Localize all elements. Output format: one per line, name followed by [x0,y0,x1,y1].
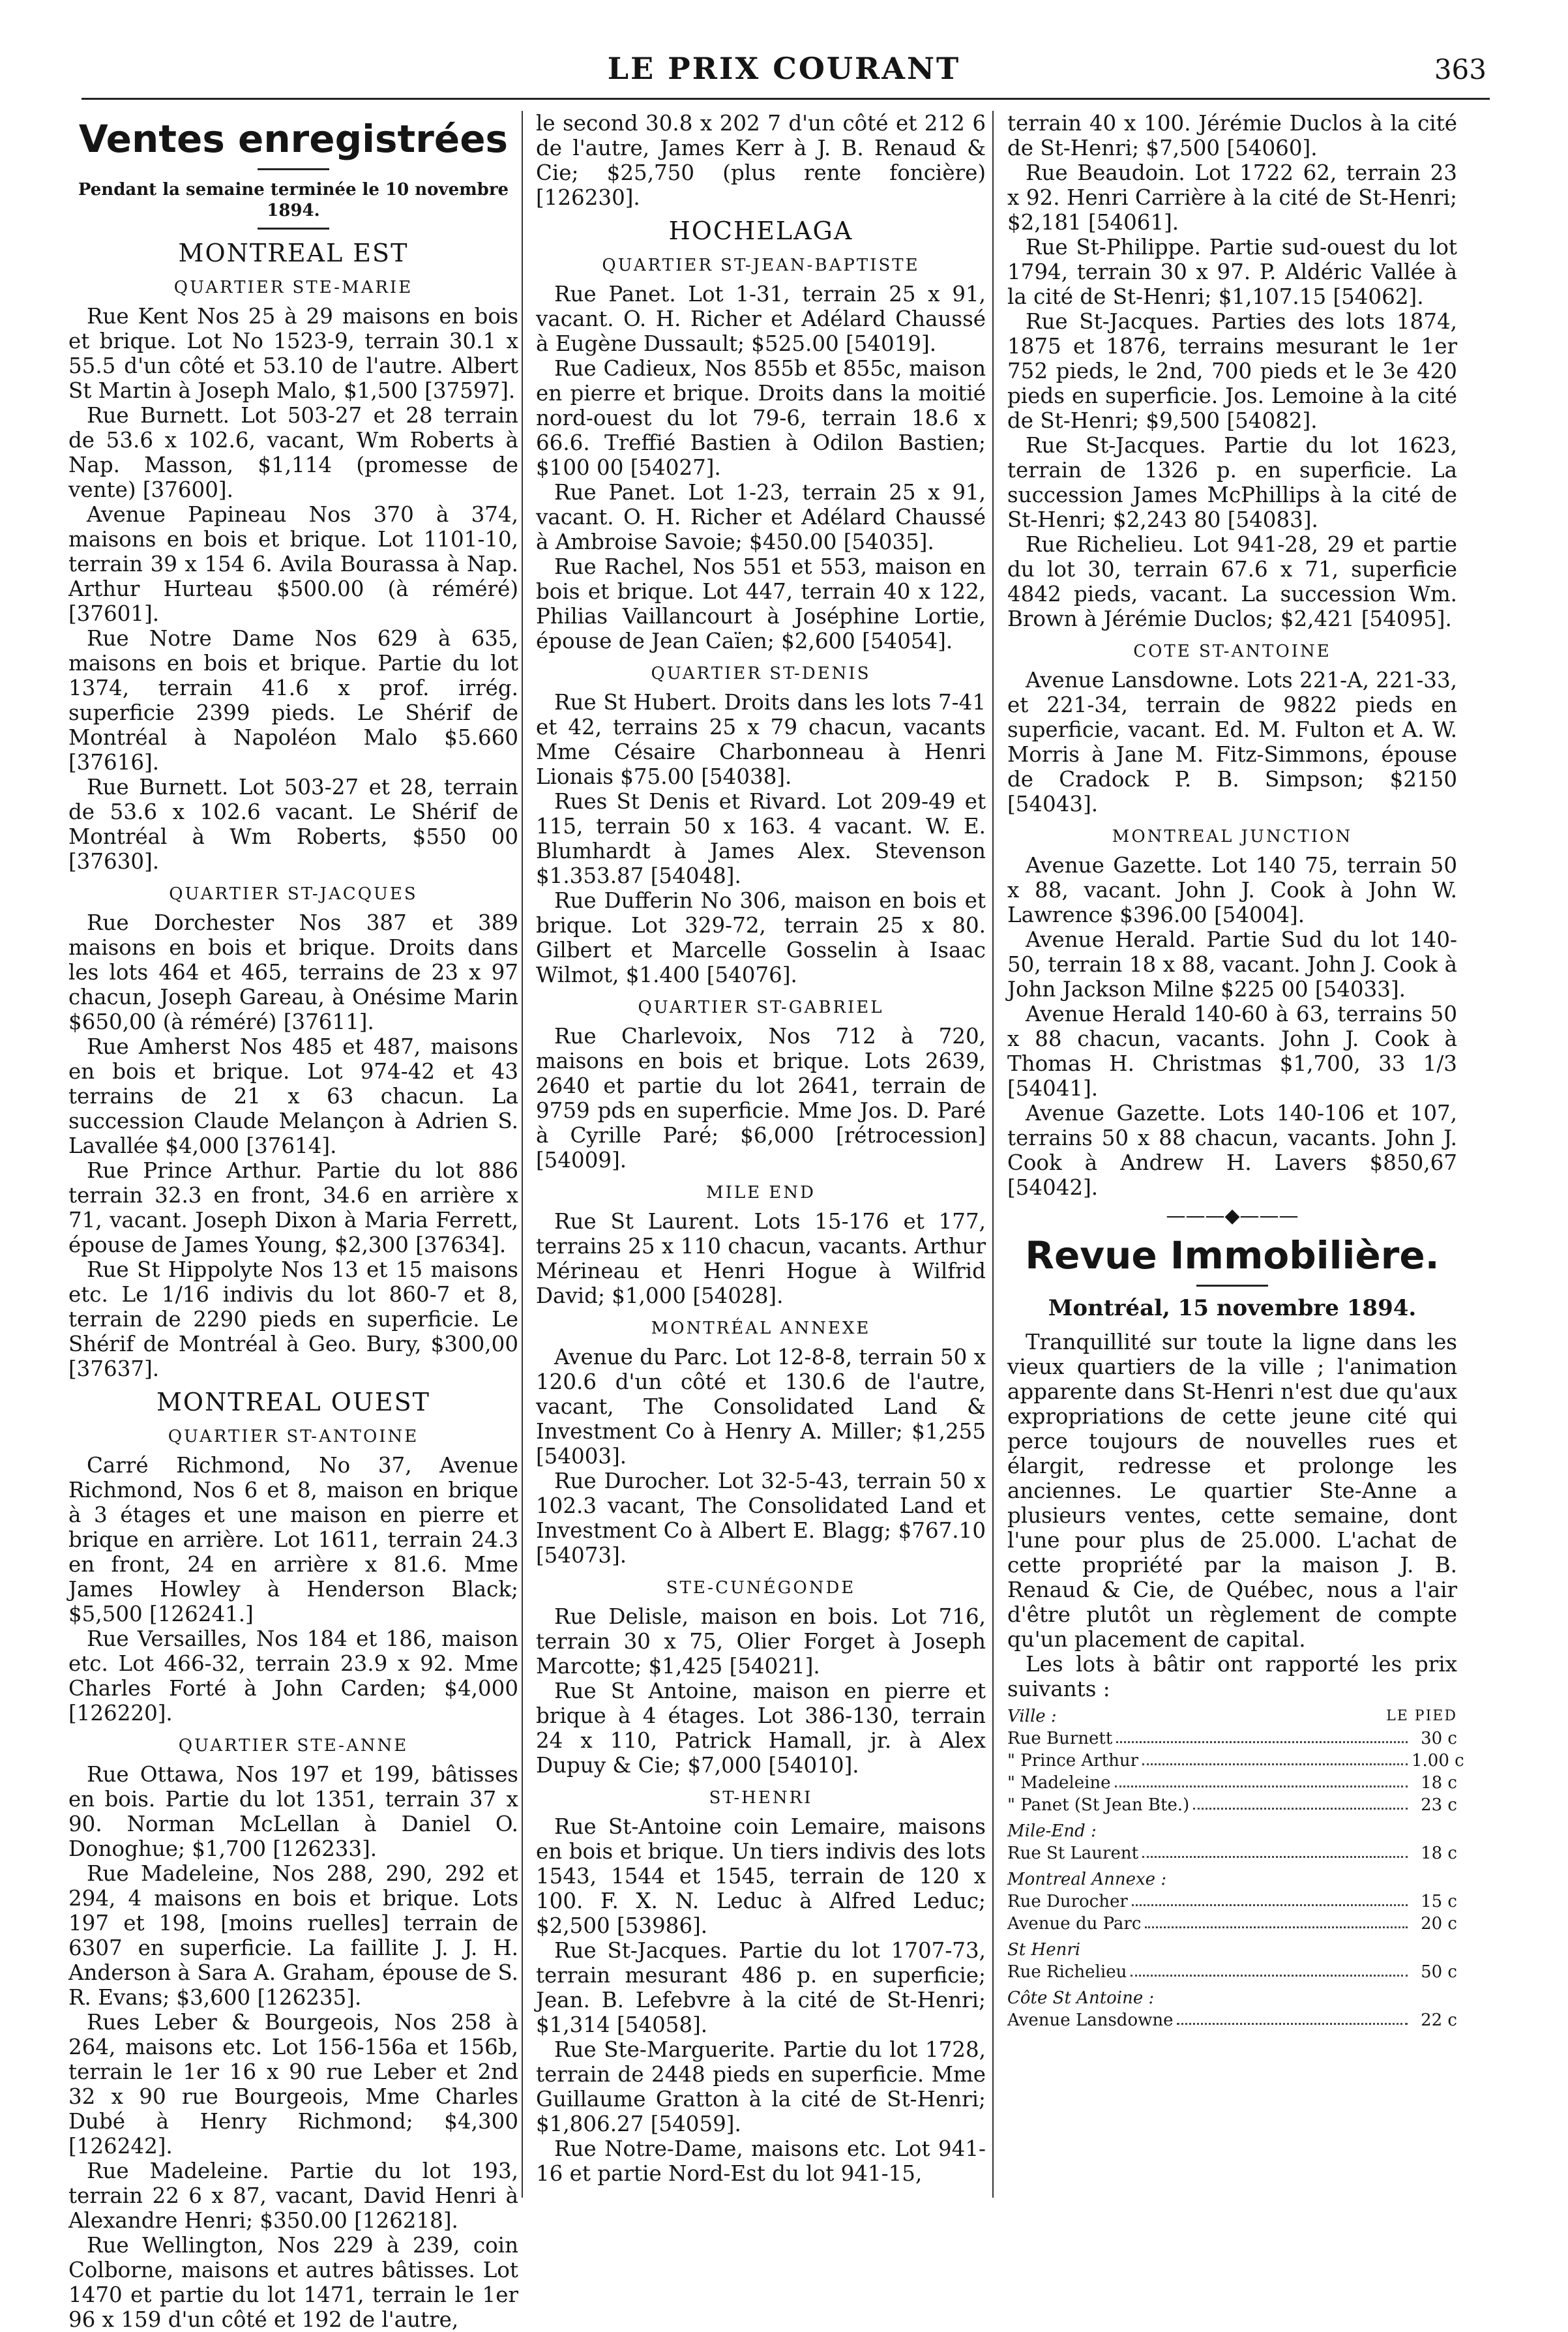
ornament-divider: ———◆——— [1166,1204,1299,1227]
quarter-heading: MILE END [706,1183,816,1203]
price-group-label: Montreal Annexe : [1007,1870,1167,1889]
quarter-heading: QUARTIER ST-ANTOINE [168,1427,419,1446]
quarter-heading: MONTREAL JUNCTION [1112,827,1353,846]
sale-entry: Rue Kent Nos 25 à 29 maisons en bois et brique. Lot No 1523-9, terrain 30.1 x 55.5 d'un côté et 53.10 de l'autre. Albert St Martin à Joseph Malo, $1,500 [37597]. [68,304,518,403]
sale-entry: Avenue Lansdowne. Lots 221-A, 221-33, et 221-34, terrain de 9822 pieds en superficie, vacant. Ed. M. Fulton et A. W. Morris à Jane M. Fitz-Simmons, épouse de Cradock P. B. Simpson; $2150 [54043]. [1007,668,1457,816]
sale-entry: Rue Dorchester Nos 387 et 389 maisons en bois et brique. Droits dans les lots 464 et 465, terrains de 23 x 97 chacun, Joseph Gareau, à Onésime Marin $650,00 (à réméré) [37611]. [68,910,518,1034]
sales-list [536,1604,986,1778]
dot-leader [1132,1891,1408,1906]
review-text [1007,1330,1457,1701]
dot-leader [1145,1913,1408,1928]
page-header [0,51,1568,97]
sale-entry: Rue Dufferin No 306, maison en bois et brique. Lot 329-72, terrain 25 x 80. Gilbert et Marcelle Gosselin à Isaac Wilmot, $1.400 [54076]. [536,888,986,987]
sale-entry: Rues Leber & Bourgeois, Nos 258 à 264, maisons etc. Lot 156-156a et 156b, terrain le 1er 16 x 90 rue Leber et 2nd 32 x 90 rue Bourgeois, Mme Charles Dubé à Henry Richmond; $4,300 [126242]. [68,2010,518,2159]
sale-entry: terrain 40 x 100. Jérémie Duclos à la cité de St-Henri; $7,500 [54060]. [1007,111,1457,160]
price-table-city-label: Ville : [1007,1707,1057,1726]
sales-list [68,304,518,874]
sales-list [1007,853,1457,1200]
price-street: " Madeleine [1007,1773,1111,1793]
quarter-heading: QUARTIER STE-MARIE [173,278,413,297]
price-group-label: Côte St Antoine : [1007,1988,1155,2008]
sale-entry: Rue Richelieu. Lot 941-28, 29 et partie du lot 30, terrain 67.6 x 71, superficie 4842 pieds, vacant. La succession Wm. Brown à Jérémie Duclos; $2,421 [54095]. [1007,532,1457,631]
price-group-label: St Henri [1007,1940,1081,1960]
sale-entry: le second 30.8 x 202 7 d'un côté et 212 6 de l'autre, James Kerr à J. B. Renaud & Cie; $25,750 (plus rente foncière) [126230]. [536,111,986,210]
sale-entry: Rue St-Philippe. Partie sud-ouest du lot 1794, terrain 30 x 97. P. Aldéric Vallée à la cité de St-Henri; $1,107.15 [54062]. [1007,235,1457,309]
sale-entry: Rue St-Jacques. Partie du lot 1707-73, terrain mesurant 486 p. en superficie; Jean. B. Lefebvre à la cité de St-Henri; $1,314 [54058]. [536,1938,986,2037]
price-value: 15 c [1421,1892,1457,1911]
district-heading: MONTREAL OUEST [156,1388,431,1416]
sale-entry: Rues St Denis et Rivard. Lot 209-49 et 115, terrain 50 x 163. 4 vacant. W. E. Blumhardt à James Alex. Stevenson $1.353.87 [54048]. [536,789,986,888]
sale-entry: Rue Prince Arthur. Partie du lot 886 terrain 32.3 en front, 34.6 en arrière x 71, vacant. Joseph Dixon à Maria Ferrett, épouse de James Young, $2,300 [37634]. [68,1158,518,1257]
sale-entry: Rue St Hubert. Droits dans les lots 7-41 et 42, terrains 25 x 79 chacun, vacants Mme Césaire Charbonneau à Henri Lionais $75.00 [54038]. [536,690,986,789]
price-value: 30 c [1421,1729,1457,1748]
price-value: 23 c [1421,1795,1457,1815]
sale-entry: Rue Amherst Nos 485 et 487, maisons en bois et brique. Lot 974-42 et 43 terrains de 21 x 63 chacun. La succession Claude Melançon à Adrien S. Lavallée $4,000 [37614]. [68,1034,518,1158]
dot-leader [1142,1842,1408,1858]
price-value: 22 c [1421,2011,1457,2030]
district-heading: MONTREAL EST [178,239,409,267]
sales-list [536,282,986,653]
sale-entry: Rue Delisle, maison en bois. Lot 716, terrain 30 x 75, Olier Forget à Joseph Marcotte; $1,425 [54021]. [536,1604,986,1679]
column-2 [536,111,986,2186]
price-street: " Panet (St Jean Bte.) [1007,1795,1190,1815]
quarter-heading: COTE ST-ANTOINE [1133,642,1331,661]
review-date: Montréal, 15 novembre 1894. [1048,1295,1417,1321]
review-paragraph: Les lots à bâtir ont rapporté les prix suivants : [1007,1652,1457,1701]
sale-entry: Rue Ottawa, Nos 197 et 199, bâtisses en bois. Partie du lot 1351, terrain 37 x 90. Norman McLellan à Daniel O. Donoghue; $1,700 [126233]. [68,1762,518,1861]
sale-entry: Rue St-Antoine coin Lemaire, maisons en bois et brique. Un tiers indivis des lots 1543, 1544 et 1545, terrain de 120 x 100. F. X. N. Leduc à Alfred Leduc; $2,500 [53986]. [536,1814,986,1938]
price-street: Avenue Lansdowne [1007,2011,1174,2030]
dot-leader [1177,2009,1408,2025]
price-groups [1007,1727,1464,2031]
sales-list [68,1762,518,2332]
price-street: Rue Burnett [1007,1729,1113,1748]
price-value: 18 c [1421,1844,1457,1863]
price-value: 18 c [1421,1773,1457,1793]
sale-entry: Avenue Papineau Nos 370 à 374, maisons en bois et brique. Lot 1101-10, terrain 39 x 154 6. Avila Bourassa à Nap. Arthur Hurteau $500.00 (à réméré) [37601]. [68,502,518,626]
sale-entry: Rue Panet. Lot 1-23, terrain 25 x 91, vacant. O. H. Richer et Adélard Chaussé à Ambroise Savoie; $450.00 [54035]. [536,480,986,554]
sale-entry: Rue Notre-Dame, maisons etc. Lot 941-16 et partie Nord-Est du lot 941-15, [536,2136,986,2186]
price-row [1007,1961,1457,1983]
sale-entry: Avenue Herald 140-60 à 63, terrains 50 x 88 chacun, vacants. John J. Cook à Thomas H. Christmas $1,700, 33 1/3 [54041]. [1007,1002,1457,1101]
price-value: 50 c [1421,1962,1457,1982]
sales-list [68,1453,518,1726]
sales-list [536,690,986,987]
price-row [1007,1794,1457,1816]
dot-leader [1115,1772,1408,1787]
price-street: Rue Richelieu [1007,1962,1127,1982]
sale-entry: Rue Notre Dame Nos 629 à 635, maisons en bois et brique. Partie du lot 1374, terrain 41.6 x prof. irrég. superficie 2399 pieds. Le Shérif de Montréal à Napoléon Malo $5.660 [37616]. [68,626,518,775]
price-street: Rue Durocher [1007,1892,1128,1911]
column-divider [992,111,994,2198]
price-street: Avenue du Parc [1007,1914,1142,1934]
sale-entry: Rue Ste-Marguerite. Partie du lot 1728, terrain de 2448 pieds en superficie. Mme Guillaume Gratton à la cité de St-Henri; $1,806.27 [54059]. [536,2037,986,2136]
dot-leader [1131,1961,1408,1977]
quarter-heading: ST-HENRI [709,1788,813,1808]
sale-entry: Avenue Gazette. Lot 140 75, terrain 50 x 88, vacant. John J. Cook à John W. Lawrence $396.00 [54004]. [1007,853,1457,927]
sales-list [536,1024,986,1173]
quarter-heading: QUARTIER ST-DENIS [651,664,871,683]
journal-title: LE PRIX COURANT [607,51,961,86]
sale-entry: Rue St-Jacques. Partie du lot 1623, terrain de 1326 p. en superficie. La succession James McPhillips à la cité de St-Henri; $2,243 80 [54083]. [1007,433,1457,532]
quarter-heading: QUARTIER STE-ANNE [178,1736,409,1756]
sale-entry: Rue St Laurent. Lots 15-176 et 177, terrains 25 x 110 chacun, vacants. Arthur Mérineau et Henri Hogue à Wilfrid David; $1,000 [54028]. [536,1209,986,1308]
sale-entry: Rue St-Jacques. Parties des lots 1874, 1875 et 1876, terrains mesurant le 1er 752 pieds, le 2nd, 700 pieds et le 3e 420 pieds en superficie. Jos. Lemoine à la cité de St-Henri; $9,500 [54082]. [1007,309,1457,433]
sale-entry: Rue Wellington, Nos 229 à 239, coin Colborne, maisons et autres bâtisses. Lot 1470 et partie du lot 1471, terrain le 1er 96 x 159 d'un côté et 192 de l'autre, [68,2233,518,2332]
header-rule [81,98,1490,100]
price-row [1007,1772,1457,1794]
sale-entry: Carré Richmond, No 37, Avenue Richmond, Nos 6 et 8, maison en brique à 3 étages et une maison en pierre et brique en arrière. Lot 1611, terrain 24.3 en front, 24 en arrière x 81.6. Mme James Howley à Henderson Black; $5,500 [126241.] [68,1453,518,1626]
column-divider [522,111,523,2198]
price-group-label: Mile-End : [1007,1821,1097,1841]
sale-entry: Rue Versailles, Nos 184 et 186, maison etc. Lot 466-32, terrain 23.9 x 92. Mme Charles Forté à John Carden; $4,000 [126220]. [68,1626,518,1726]
price-value: 1.00 c [1412,1751,1464,1771]
price-row [1007,1913,1457,1935]
price-table-header [1007,1705,1457,1727]
short-rule [258,228,329,230]
price-row [1007,1727,1457,1750]
dot-leader [1193,1794,1408,1810]
sale-entry: Avenue du Parc. Lot 12-8-8, terrain 50 x 120.6 d'un côté et 130.6 de l'autre, vacant, The Consolidated Land & Investment Co à Henry A. Miller; $1,255 [54003]. [536,1345,986,1469]
quarter-heading: MONTRÉAL ANNEXE [651,1319,871,1338]
sales-list [536,1814,986,2186]
price-street: " Prince Arthur [1007,1751,1138,1771]
sale-entry: Rue St Antoine, maison en pierre et brique à 4 étages. Lot 386-130, terrain 24 x 110, Patrick Hamall, jr. à Alex Dupuy & Cie; $7,000 [54010]. [536,1679,986,1778]
sale-entry: Avenue Herald. Partie Sud du lot 140-50, terrain 18 x 88, vacant. John J. Cook à John Jackson Milne $225 00 [54033]. [1007,927,1457,1002]
sale-entry: Avenue Gazette. Lots 140-106 et 107, terrains 50 x 88 chacun, vacants. John J. Cook à Andrew H. Lavers $850,67 [54042]. [1007,1101,1457,1200]
sale-entry: Rue Beaudoin. Lot 1722 62, terrain 23 x 92. Henri Carrière à la cité de St-Henri; $2,181 [54061]. [1007,160,1457,235]
review-heading: Revue Immobilière. [1025,1233,1440,1278]
sales-list [536,1345,986,1568]
column-1 [68,111,518,2332]
section-heading: Ventes enregistrées [78,117,509,161]
sale-entry: Rue Panet. Lot 1-31, terrain 25 x 91, vacant. O. H. Richer et Adélard Chaussé à Eugène Dussault; $525.00 [54019]. [536,282,986,356]
sale-entry: Rue St Hippolyte Nos 13 et 15 maisons etc. Le 1/16 indivis du lot 860-7 et 8, terrain de 2290 pieds en superficie. Le Shérif de Montréal à Geo. Bury, $300,00 [37637]. [68,1257,518,1381]
sale-entry: Rue Rachel, Nos 551 et 553, maison en bois et brique. Lot 447, terrain 40 x 122, Philias Vaillancourt à Joséphine Lortie, épouse de Jean Caïen; $2,600 [54054]. [536,554,986,653]
column-3 [1007,111,1464,2031]
sale-entry: Rue Durocher. Lot 32-5-43, terrain 50 x 102.3 vacant, The Consolidated Land et Investment Co à Albert E. Blagg; $767.10 [54073]. [536,1469,986,1568]
quarter-heading: STE-CUNÉGONDE [666,1578,856,1598]
page-number: 363 [1434,53,1487,85]
price-row [1007,1750,1464,1772]
sales-list [1007,668,1457,816]
dot-leader [1116,1727,1408,1743]
price-table-unit-label: LE PIED [1386,1708,1457,1724]
short-rule [1196,1285,1268,1287]
sales-list [68,910,518,1381]
sale-entry: Rue Burnett. Lot 503-27 et 28, terrain de 53.6 x 102.6 vacant. Le Shérif de Montréal à Wm Roberts, $550 00 [37630]. [68,775,518,874]
quarter-heading: QUARTIER ST-JEAN-BAPTISTE [602,256,920,275]
price-street: Rue St Laurent [1007,1844,1139,1863]
price-table [1007,1705,1464,2031]
price-row [1007,2009,1457,2031]
sale-entry: Rue Burnett. Lot 503-27 et 28 terrain de 53.6 x 102.6, vacant, Wm Roberts à Nap. Masson, $1,114 (promesse de vente) [37600]. [68,403,518,502]
quarter-heading: QUARTIER ST-JACQUES [169,884,418,904]
district-heading: HOCHELAGA [668,217,853,245]
subtitle: Pendant la semaine terminée le 10 novembre 1894. [78,180,509,220]
price-value: 20 c [1421,1914,1457,1934]
sale-entry: Rue Madeleine, Nos 288, 290, 292 et 294, 4 maisons en bois et brique. Lots 197 et 198, [moins ruelles] terrain de 6307 en superficie. La faillite J. J. H. Anderson à Sara A. Graham, épouse de S. R. Evans; $3,600 [126235]. [68,1861,518,2010]
short-rule [258,168,329,170]
sale-entry: Rue Madeleine. Partie du lot 193, terrain 22 6 x 87, vacant, David Henri à Alexandre Henri; $350.00 [126218]. [68,2159,518,2233]
dot-leader [1142,1750,1408,1765]
review-paragraph: Tranquillité sur toute la ligne dans les vieux quartiers de la ville ; l'animation apparente dans St-Henri n'est due qu'aux expropriations de cette jeune cité qui perce toujours de nouvelles rues et élargit, redresse et prolonge les anciennes. Le quartier Ste-Anne a plusieurs ventes, cette semaine, dont l'une pour plus de 25.000. L'achat de cette propriété par la maison J. B. Renaud & Cie, de Québec, nous a l'air d'être plutôt un règlement de compte qu'un placement de capital. [1007,1330,1457,1652]
sales-list [536,1209,986,1308]
sale-entry: Rue Charlevoix, Nos 712 à 720, maisons en bois et brique. Lots 2639, 2640 et partie du lot 2641, terrain de 9759 pds en superficie. Mme Jos. D. Paré à Cyrille Paré; $6,000 [rétrocession] [54009]. [536,1024,986,1173]
price-row [1007,1842,1457,1864]
sale-entry: Rue Cadieux, Nos 855b et 855c, maison en pierre et brique. Droits dans la moitié nord-ouest du lot 79-6, terrain 18.6 x 66.6. Treffié Bastien à Odilon Bastien; $100 00 [54027]. [536,356,986,480]
quarter-heading: QUARTIER ST-GABRIEL [638,998,884,1017]
sales-list [1007,160,1457,631]
price-row [1007,1891,1457,1913]
